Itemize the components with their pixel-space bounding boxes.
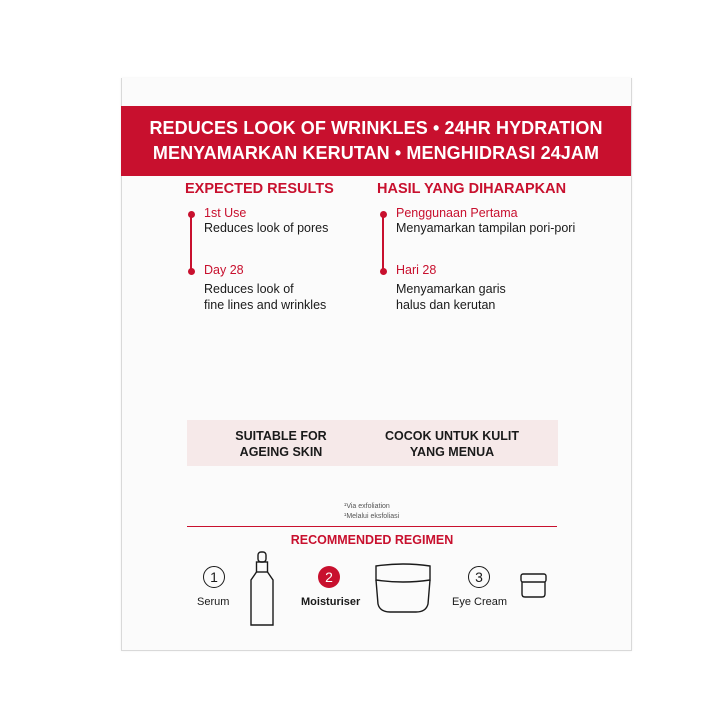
regimen-step-2-label: Moisturiser	[301, 596, 361, 608]
hasil-heading: HASIL YANG DIHARAPKAN	[377, 181, 567, 197]
timeline-dot-id-1	[380, 211, 387, 218]
regimen-step-2-number: 2	[318, 566, 340, 588]
moisturiser-jar-icon	[372, 562, 434, 614]
claims-banner	[121, 106, 631, 176]
step-text-en-2b: fine lines and wrinkles	[204, 298, 327, 312]
suitable-en-line-2: AGEING SKIN	[239, 445, 323, 459]
footnote-en: ¹Via exfoliation	[344, 503, 390, 510]
banner-line-english: REDUCES LOOK OF WRINKLES • 24HR HYDRATION	[149, 118, 603, 138]
banner-line-indonesian: MENYAMARKAN KERUTAN • MENGHIDRASI 24JAM	[152, 143, 600, 163]
suitable-for-box	[187, 420, 558, 466]
regimen-step-3-number: 3	[468, 566, 490, 588]
regimen-divider	[187, 526, 557, 527]
step-text-en-2a: Reduces look of	[204, 282, 294, 296]
suitable-id-line-2: YANG MENUA	[409, 445, 495, 459]
timeline-dot-en-1	[188, 211, 195, 218]
suitable-en-line-1: SUITABLE FOR	[235, 429, 327, 443]
step-text-id-1: Menyamarkan tampilan pori-pori	[396, 221, 576, 235]
timeline-dot-id-2	[380, 268, 387, 275]
step-title-en-1: 1st Use	[204, 206, 247, 220]
timeline-line-id	[382, 213, 384, 273]
regimen-step-3-label: Eye Cream	[452, 596, 508, 608]
timeline-line-en	[190, 213, 192, 273]
footnote-id: ¹Melalui eksfoliasi	[344, 513, 400, 520]
regimen-step-1-label: Serum	[197, 596, 230, 608]
step-title-en-2: Day 28	[204, 263, 244, 277]
regimen-step-1-number: 1	[203, 566, 225, 588]
step-text-id-2a: Menyamarkan garis	[396, 282, 506, 296]
step-title-id-2: Hari 28	[396, 263, 437, 277]
step-title-id-1: Penggunaan Pertama	[396, 206, 518, 220]
regimen-heading: RECOMMENDED REGIMEN	[290, 533, 454, 547]
suitable-id-line-1: COCOK UNTUK KULIT	[384, 429, 519, 443]
step-text-en-1: Reduces look of pores	[204, 221, 329, 235]
expected-results-heading: EXPECTED RESULTS	[185, 181, 334, 197]
serum-bottle-icon	[247, 550, 277, 628]
eye-cream-jar-icon	[519, 572, 549, 600]
timeline-dot-en-2	[188, 268, 195, 275]
step-text-id-2b: halus dan kerutan	[396, 298, 496, 312]
